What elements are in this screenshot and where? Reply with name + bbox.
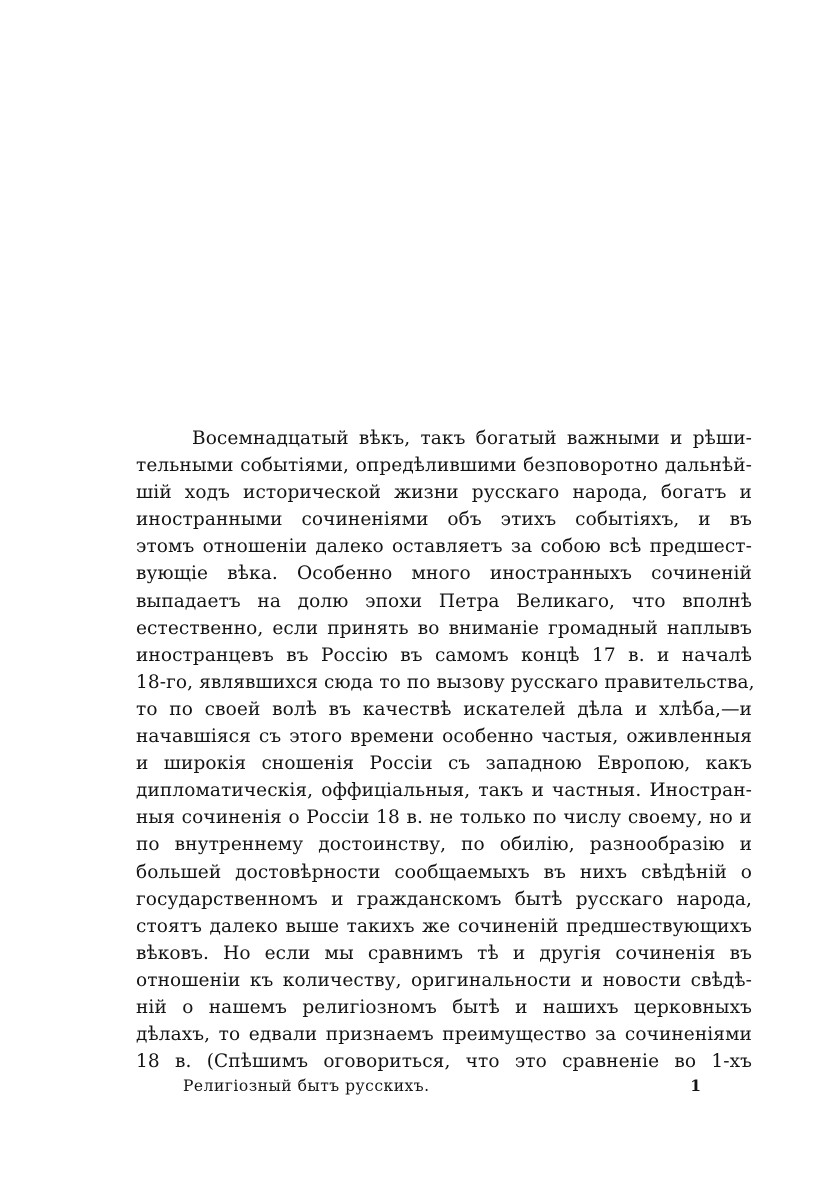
text-line: государственномъ и гражданскомъ бытѣ русскаго народа, — [136, 888, 752, 910]
text-line: то по своей волѣ въ качествѣ искателей дѣла и хлѣба,—и — [136, 698, 752, 720]
footer-title: Религіозный бытъ русскихъ. — [183, 1077, 430, 1095]
page-number: 1 — [690, 1076, 701, 1095]
body-text — [136, 425, 755, 1075]
text-line: большей достовѣрности сообщаемыхъ въ нихъ свѣдѣній о — [136, 861, 752, 883]
page-footer — [183, 1073, 701, 1099]
text-line: иностранцевъ въ Россію въ самомъ концѣ 17 в. и началѣ — [136, 644, 752, 666]
text-line: начавшіяся съ этого времени особенно частыя, оживленныя — [136, 726, 752, 748]
text-line: тельными событіями, опредѣлившими безповоротно дальнѣй- — [136, 455, 752, 477]
text-line: вѣковъ. Но если мы сравнимъ тѣ и другія сочиненія въ — [136, 942, 752, 964]
text-line: иностранными сочиненіями объ этихъ событіяхъ, и въ — [136, 509, 752, 531]
text-line: естественно, если принять во вниманіе громадный наплывъ — [136, 617, 752, 639]
text-line: выпадаетъ на долю эпохи Петра Великаго, что вполнѣ — [136, 590, 752, 612]
text-line: стоятъ далеко выше такихъ же сочиненій предшествующихъ — [136, 915, 752, 937]
text-line: ній о нашемъ религіозномъ бытѣ и нашихъ церковныхъ — [136, 996, 752, 1018]
text-line: шій ходъ исторической жизни русскаго народа, богатъ и — [136, 482, 752, 504]
text-line: отношеніи къ количеству, оригинальности и новости свѣдѣ- — [136, 969, 752, 991]
text-line: вующіе вѣка. Особенно много иностранныхъ сочиненій — [136, 563, 752, 585]
text-line: 18-го, являвшихся сюда то по вызову русскаго правительства, — [136, 671, 755, 693]
text-line: 18 в. (Спѣшимъ оговориться, что это сравненіе во 1-хъ — [136, 1051, 752, 1073]
text-line: дипломатическія, оффиціальныя, такъ и частныя. Иностран- — [136, 780, 752, 802]
text-line: Восемнадцатый вѣкъ, такъ богатый важными и рѣши- — [192, 428, 752, 449]
text-line: и широкія сношенія Россіи съ западною Европою, какъ — [136, 753, 752, 775]
text-line: этомъ отношеніи далеко оставляетъ за собою всѣ предшест- — [136, 536, 752, 558]
text-line: дѣлахъ, то едвали признаемъ преимущество за сочиненіями — [136, 1024, 752, 1046]
text-line: ныя сочиненія о Россіи 18 в. не только по числу своему, но и — [136, 807, 752, 829]
text-line: по внутреннему достоинству, по обилію, разнообразію и — [136, 834, 752, 856]
